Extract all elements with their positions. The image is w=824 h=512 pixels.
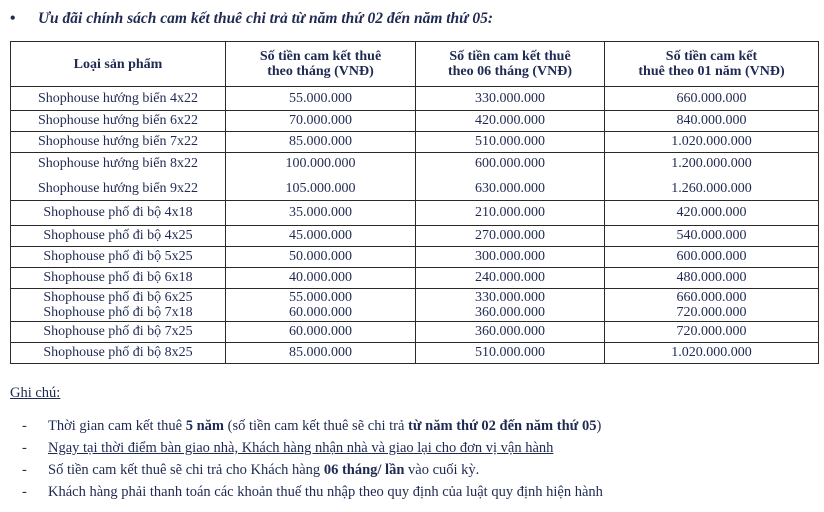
cell-product: Shophouse hướng biển 6x22 — [11, 111, 226, 132]
table-row — [11, 268, 819, 289]
table-row — [11, 247, 819, 268]
cell-monthly: 50.000.000 — [226, 247, 416, 268]
notes-list — [22, 415, 603, 503]
cell-product: Shophouse hướng biển 4x22 — [11, 87, 226, 111]
cell-yearly: 600.000.000 — [605, 247, 819, 268]
cell-monthly: 60.000.000 — [226, 322, 416, 343]
cell-monthly: 85.000.000 — [226, 343, 416, 364]
cell-yearly: 1.020.000.000 — [605, 343, 819, 364]
header-product: Loại sản phẩm — [11, 42, 226, 87]
cell-six-months: 330.000.000 360.000.000 — [416, 289, 605, 322]
cell-yearly: 720.000.000 — [605, 322, 819, 343]
table-header-row — [11, 42, 819, 87]
rental-commitment-table — [10, 41, 819, 364]
cell-product: Shophouse phố đi bộ 4x18 — [11, 201, 226, 226]
cell-product: Shophouse hướng biển 7x22 — [11, 132, 226, 153]
cell-monthly: 35.000.000 — [226, 201, 416, 226]
cell-product: Shophouse phố đi bộ 6x18 — [11, 268, 226, 289]
cell-product: Shophouse phố đi bộ 8x25 — [11, 343, 226, 364]
cell-yearly: 1.200.000.000 1.260.000.000 — [605, 153, 819, 201]
cell-monthly: 85.000.000 — [226, 132, 416, 153]
table-row — [11, 322, 819, 343]
cell-monthly: 100.000.000 105.000.000 — [226, 153, 416, 201]
note-item: - Thời gian cam kết thuê 5 năm (số tiền cam kết thuê sẽ chi trả từ năm thứ 02 đến năm thứ 05) — [22, 418, 602, 434]
cell-six-months: 270.000.000 — [416, 226, 605, 247]
table-row — [11, 111, 819, 132]
cell-yearly: 540.000.000 — [605, 226, 819, 247]
notes-title: Ghi chú: — [10, 385, 61, 401]
cell-monthly: 55.000.000 60.000.000 — [226, 289, 416, 322]
cell-monthly: 45.000.000 — [226, 226, 416, 247]
cell-product: Shophouse phố đi bộ 7x25 — [11, 322, 226, 343]
note-item: - Khách hàng phải thanh toán các khoản thuế thu nhập theo quy định của luật quy định hiện hành — [22, 484, 603, 500]
cell-six-months: 240.000.000 — [416, 268, 605, 289]
table-row — [11, 201, 819, 226]
cell-six-months: 600.000.000 630.000.000 — [416, 153, 605, 201]
cell-product: Shophouse phố đi bộ 5x25 — [11, 247, 226, 268]
cell-six-months: 420.000.000 — [416, 111, 605, 132]
table-row — [11, 289, 819, 322]
cell-monthly: 40.000.000 — [226, 268, 416, 289]
cell-yearly: 660.000.000 — [605, 87, 819, 111]
cell-six-months: 300.000.000 — [416, 247, 605, 268]
cell-yearly: 1.020.000.000 — [605, 132, 819, 153]
cell-yearly: 480.000.000 — [605, 268, 819, 289]
cell-yearly: 840.000.000 — [605, 111, 819, 132]
note-item: - Số tiền cam kết thuê sẽ chi trả cho Khách hàng 06 tháng/ lần vào cuối kỳ. — [22, 462, 480, 478]
cell-monthly: 55.000.000 — [226, 87, 416, 111]
cell-monthly: 70.000.000 — [226, 111, 416, 132]
cell-product: Shophouse phố đi bộ 4x25 — [11, 226, 226, 247]
table-row — [11, 87, 819, 111]
bullet-icon: • — [10, 10, 16, 27]
table-row — [11, 226, 819, 247]
header-yearly: Số tiền cam kết thuê theo 01 năm (VNĐ) — [605, 42, 819, 87]
cell-yearly: 660.000.000 720.000.000 — [605, 289, 819, 322]
header-monthly: Số tiền cam kết thuê theo tháng (VNĐ) — [226, 42, 416, 87]
cell-six-months: 330.000.000 — [416, 87, 605, 111]
header-six-months: Số tiền cam kết thuê theo 06 tháng (VNĐ) — [416, 42, 605, 87]
cell-six-months: 510.000.000 — [416, 132, 605, 153]
cell-six-months: 360.000.000 — [416, 322, 605, 343]
table-row — [11, 343, 819, 364]
cell-six-months: 210.000.000 — [416, 201, 605, 226]
cell-yearly: 420.000.000 — [605, 201, 819, 226]
section-heading — [10, 10, 493, 28]
cell-product: Shophouse hướng biển 8x22 Shophouse hướng biển 9x22 — [11, 153, 226, 201]
cell-product: Shophouse phố đi bộ 6x25 Shophouse phố đi bộ 7x18 — [11, 289, 226, 322]
cell-six-months: 510.000.000 — [416, 343, 605, 364]
section-heading-text: Ưu đãi chính sách cam kết thuê chi trả từ năm thứ 02 đến năm thứ 05: — [38, 10, 493, 27]
note-item: - Ngay tại thời điểm bàn giao nhà, Khách hàng nhận nhà và giao lại cho đơn vị vận hành — [22, 440, 554, 456]
table-row — [11, 132, 819, 153]
table-row — [11, 153, 819, 201]
